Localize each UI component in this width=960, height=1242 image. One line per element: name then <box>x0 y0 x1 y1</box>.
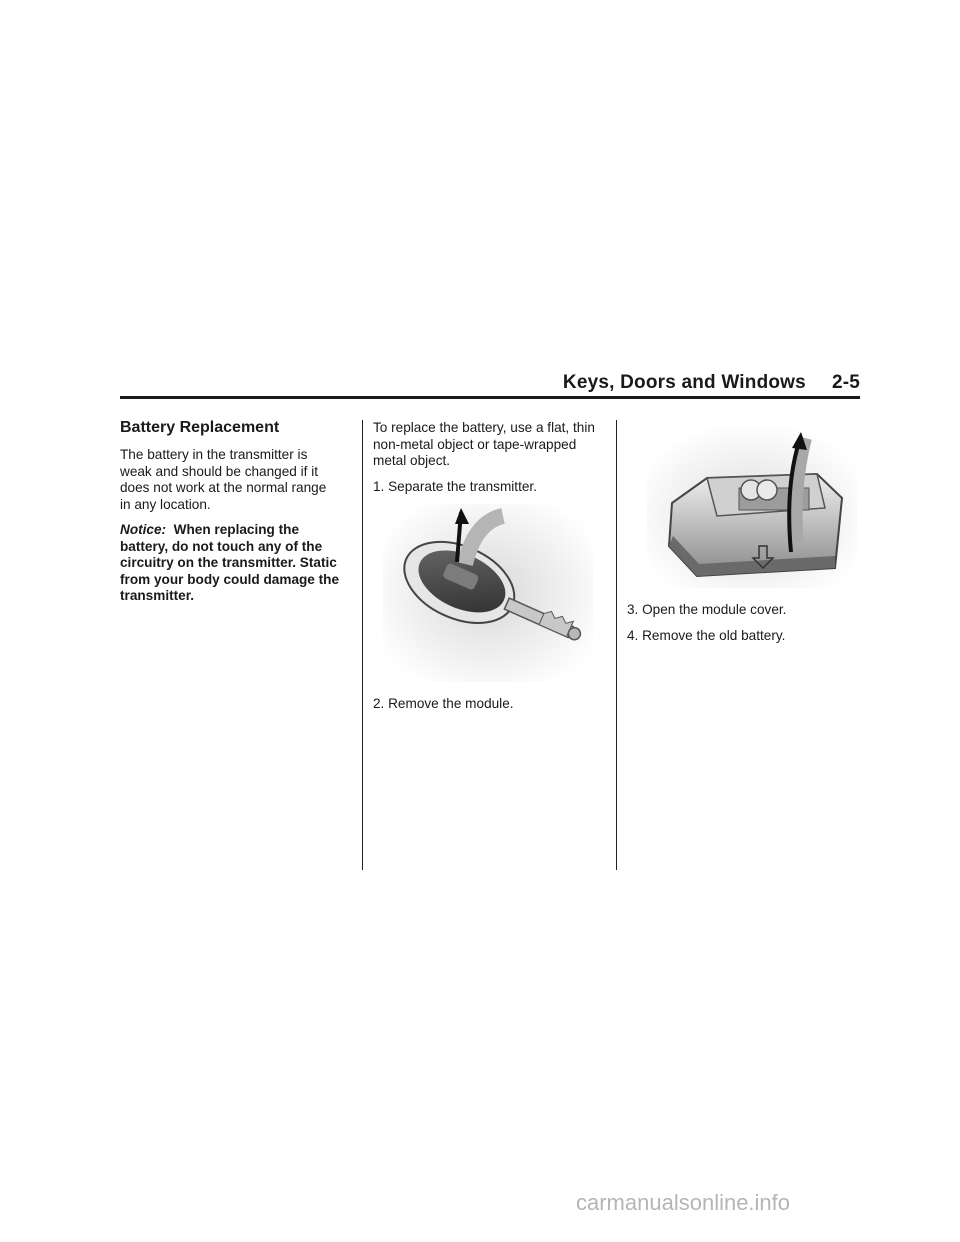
module-cover-open-illustration <box>647 428 857 588</box>
column-divider-1 <box>362 420 363 870</box>
section-title: Keys, Doors and Windows <box>562 372 806 393</box>
page-number: 2-5 <box>831 372 860 393</box>
step-3: 3. Open the module cover. <box>627 602 787 617</box>
notice-text: When replacing the battery, do not touch any of the circuitry on the transmitter. Static from your body could damage the transmitter. <box>120 522 340 603</box>
column-2 <box>373 420 603 722</box>
header-rule <box>120 396 860 399</box>
step-2: 2. Remove the module. <box>373 696 514 711</box>
notice-paragraph <box>120 522 340 605</box>
watermark: carmanualsonline.info <box>576 1190 791 1215</box>
key-fob-separate-illustration <box>383 504 593 682</box>
tools-paragraph: To replace the battery, use a flat, thin non-metal object or tape-wrapped metal object. <box>373 420 595 468</box>
column-3 <box>627 420 862 653</box>
running-header <box>120 372 860 394</box>
intro-paragraph: The battery in the transmitter is weak and should be changed if it does not work at the normal range in any location. <box>120 447 327 512</box>
column-1 <box>120 418 340 614</box>
section-heading: Battery Replacement <box>120 419 280 436</box>
step-1: 1. Separate the transmitter. <box>373 478 537 494</box>
notice-label: Notice: <box>120 522 167 537</box>
column-divider-2 <box>616 420 617 870</box>
step-4: 4. Remove the old battery. <box>627 627 786 643</box>
